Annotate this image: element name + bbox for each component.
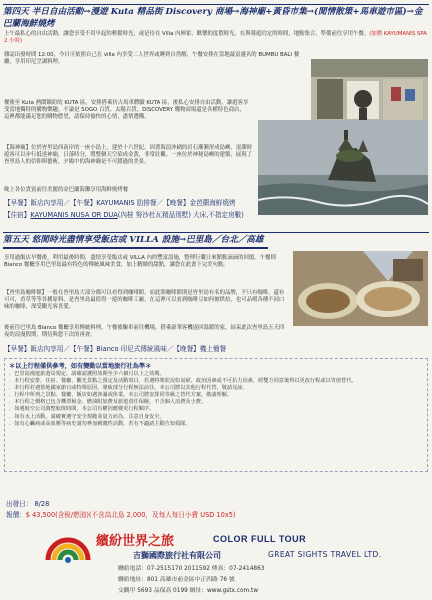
day4-meals: 【早餐】飯店內享用／【午餐】KAYUMANIS 肋排餐／【晚餐】金芭蘭海鮮燒烤 <box>4 199 236 207</box>
company-name-zh: 吉獅國際旅行社有限公司 <box>133 551 221 560</box>
day4-kuta-text: 餐後至 Kuta 熱鬧繽紛的 KUTA 區，安排搭乘仿古馬車體驗 KUTA 區，後私心安排自由活動，讓遊客享受當地獨特的購物樂趣。不論是 SOGO 百貨、太陽百貨、DISCOVERY 購物商場還是各種特色商店，這裡都能滿足您的購物慾望，請保持愉快的心情，盡情選購。 <box>4 100 249 120</box>
day5-title-underline <box>3 247 268 249</box>
kuta-shop-illustration <box>311 59 428 126</box>
day4-dinner-text: 晚上各位貴賓前往美麗的金巴蘭海灘享用海鮮燒烤餐 <box>4 187 128 193</box>
contact-phone: 聯絡電話：07-2515170 2011592 傳真：07-2414863 <box>118 566 265 572</box>
note-item: ．本行程之價格已包含機票稅金、燃油附加費及旅遊責任保險，不含個人消費及小費。 <box>9 399 207 406</box>
note-item: ．巴里島漫遊旅遊局規定，請確認護照效期至少六個月以上之效期。 <box>9 371 165 377</box>
day4-lunch-text: 雜誌出發時間 12:00，今日可依照自己在 villa 內享受二人世界或睡到自然醒，午餐安排在當地最富盛名的 BUMBU BALI 餐廳，享用印尼烹調料理。 <box>4 52 300 65</box>
day4-temple-text: 【海神廟】位於峇里島西南岸的一座小島上，建於十六世紀，因著海浪沖刷的岩石漸漸形成島嶼，退潮時遊客可以步行抵達神廟，日落時分，將整個天空染成金黃，非常壯觀。一座位於神秘島嶼的建築，展現了峇里島人的信仰與藝術，夕陽中的海神廟是不可錯過的美景。 <box>4 145 252 165</box>
note-item: ．本行程若遇當地國家節日或特殊原因，導致部分行程無法前往，本公司將以其他行程代替，敬請見諒。 <box>9 385 248 392</box>
brand-name-en: COLOR FULL TOUR <box>213 534 307 544</box>
departure-date: 出發日： 8/28 <box>6 500 50 508</box>
day5-morning-text: 享用過飯店早餐後，利用最後時間，盡情享受飯店或 VILLA 內的豐富設施，整理行囊日來點點滴滴的回憶。午餐則 Bianco 餐廳享用巴里島最有特色的傳統風味美食，加上精緻的甜點，讓您在此畫下完美句點。 <box>4 255 276 268</box>
license-and-url: 交觀甲 5693 品保高 0199 網址：www.gstx.com.tw <box>118 588 259 594</box>
price-value: $ 43,500(含稅/燃油)(不含高北島 2,000，及每人每日小費 USD 10x5) <box>25 511 236 519</box>
day5-return-text: 後前往巴里島 Bianco 餐廳享用傳統料理，午餐後驅車前往機場，搭乘豪華客機返回溫暖的家，結束此次峇里島五天四夜的浪漫假期，期待與您下次的再會。 <box>4 325 285 338</box>
company-name-en: GREAT SIGHTS TRAVEL LTD. <box>268 550 382 559</box>
contact-address: 聯絡地址：801 高雄市前金區中正四路 76 號 <box>118 577 235 583</box>
day4-intro: 上午最私心的自由活動，讓您享受不用早起的輕鬆時光，或是待在 Villa 內揮霍、歡樂的度假時光，在與導遊約定的時間，地點集合，準備前往享用午餐。(加贈 KAYUMANIS SPA 2 小時) <box>4 31 427 44</box>
travel-notes-box <box>4 358 428 472</box>
brand-name-zh: 繽紛世界之旅 <box>96 534 175 549</box>
day5-meals: 【早餐】飯店內享用／【午餐】Bianco 印尼式傳統風味／【晚餐】機上簡餐 <box>4 345 227 353</box>
note-item: ．行程中所列之景點、餐廳、飯店如遇客滿或休業，本公司將安排同等級之替代方案，敬請理解。 <box>9 392 233 399</box>
notes-title: ＊以上行程僅供參考，如有變動以當地旅行社為準＊ <box>9 363 152 370</box>
day5-coffee-text: 【峇里島咖啡館】一般在峇里島大部分都可以看得到咖啡館，而此間咖啡館則是峇里島有名的品牌，不只有咖啡，還有可可，香草等等各種原料，是峇里島最值得一遊的咖啡工廠。在這裡可以看到咖啡豆如何被烘焙，也可品嚐各種不同口味的咖啡，深受觀光客喜愛。 <box>4 290 285 310</box>
day4-title: 第四天 半日自由活動→漫遊 Kuta 精品街 Discovery 商場→海神廟+黃昏市集→(閒情散策+馬車遊市區)→金巴蘭海鮮燒烤 <box>3 4 429 30</box>
rainbow-logo-icon <box>44 524 92 564</box>
coffee-photo <box>293 251 428 326</box>
kuta-shop-photo <box>311 59 428 126</box>
note-item: ．如有心臟病或高血壓等病史請勿參加刺激性活動，若有不適請主動告知領隊。 <box>9 420 191 427</box>
note-item: ．如有水上活動，請確實遵守安全規範並量力而為，注意自身安全。 <box>9 413 165 420</box>
coffee-illustration <box>293 251 428 326</box>
note-item: ．如遇航空公司調整航班時間，本公司有權因應變更行程順序。 <box>9 406 155 413</box>
spa-gift-note: (加贈 KAYUMANIS SPA 2 小時) <box>4 31 427 44</box>
day4-hotel: 【住宿】KAYUMANIS NUSA OR DUA(內桂 努沙杜瓦精品別墅) 大床,不指定房數) <box>4 211 244 219</box>
price-line: 報價：$ 43,500(含稅/燃油)(不含高北島 2,000，及每人每日小費 USD 10x5) <box>6 511 236 519</box>
day5-title: 第五天 悠閒時光盡情享受飯店或 VILLA 設施→巴里島／台北／高雄 <box>3 232 429 249</box>
note-item: ．本行程安排，住宿、餐廳、觀光景點之預定及活動項目，若遇特殊狀況如氣候、政治因素或不可抗力因素，經雙方同意後得以更改行程或以等值替代。 <box>9 378 357 385</box>
day4-hotel-link[interactable]: KAYUMANIS NUSA OR DUA <box>30 211 118 219</box>
